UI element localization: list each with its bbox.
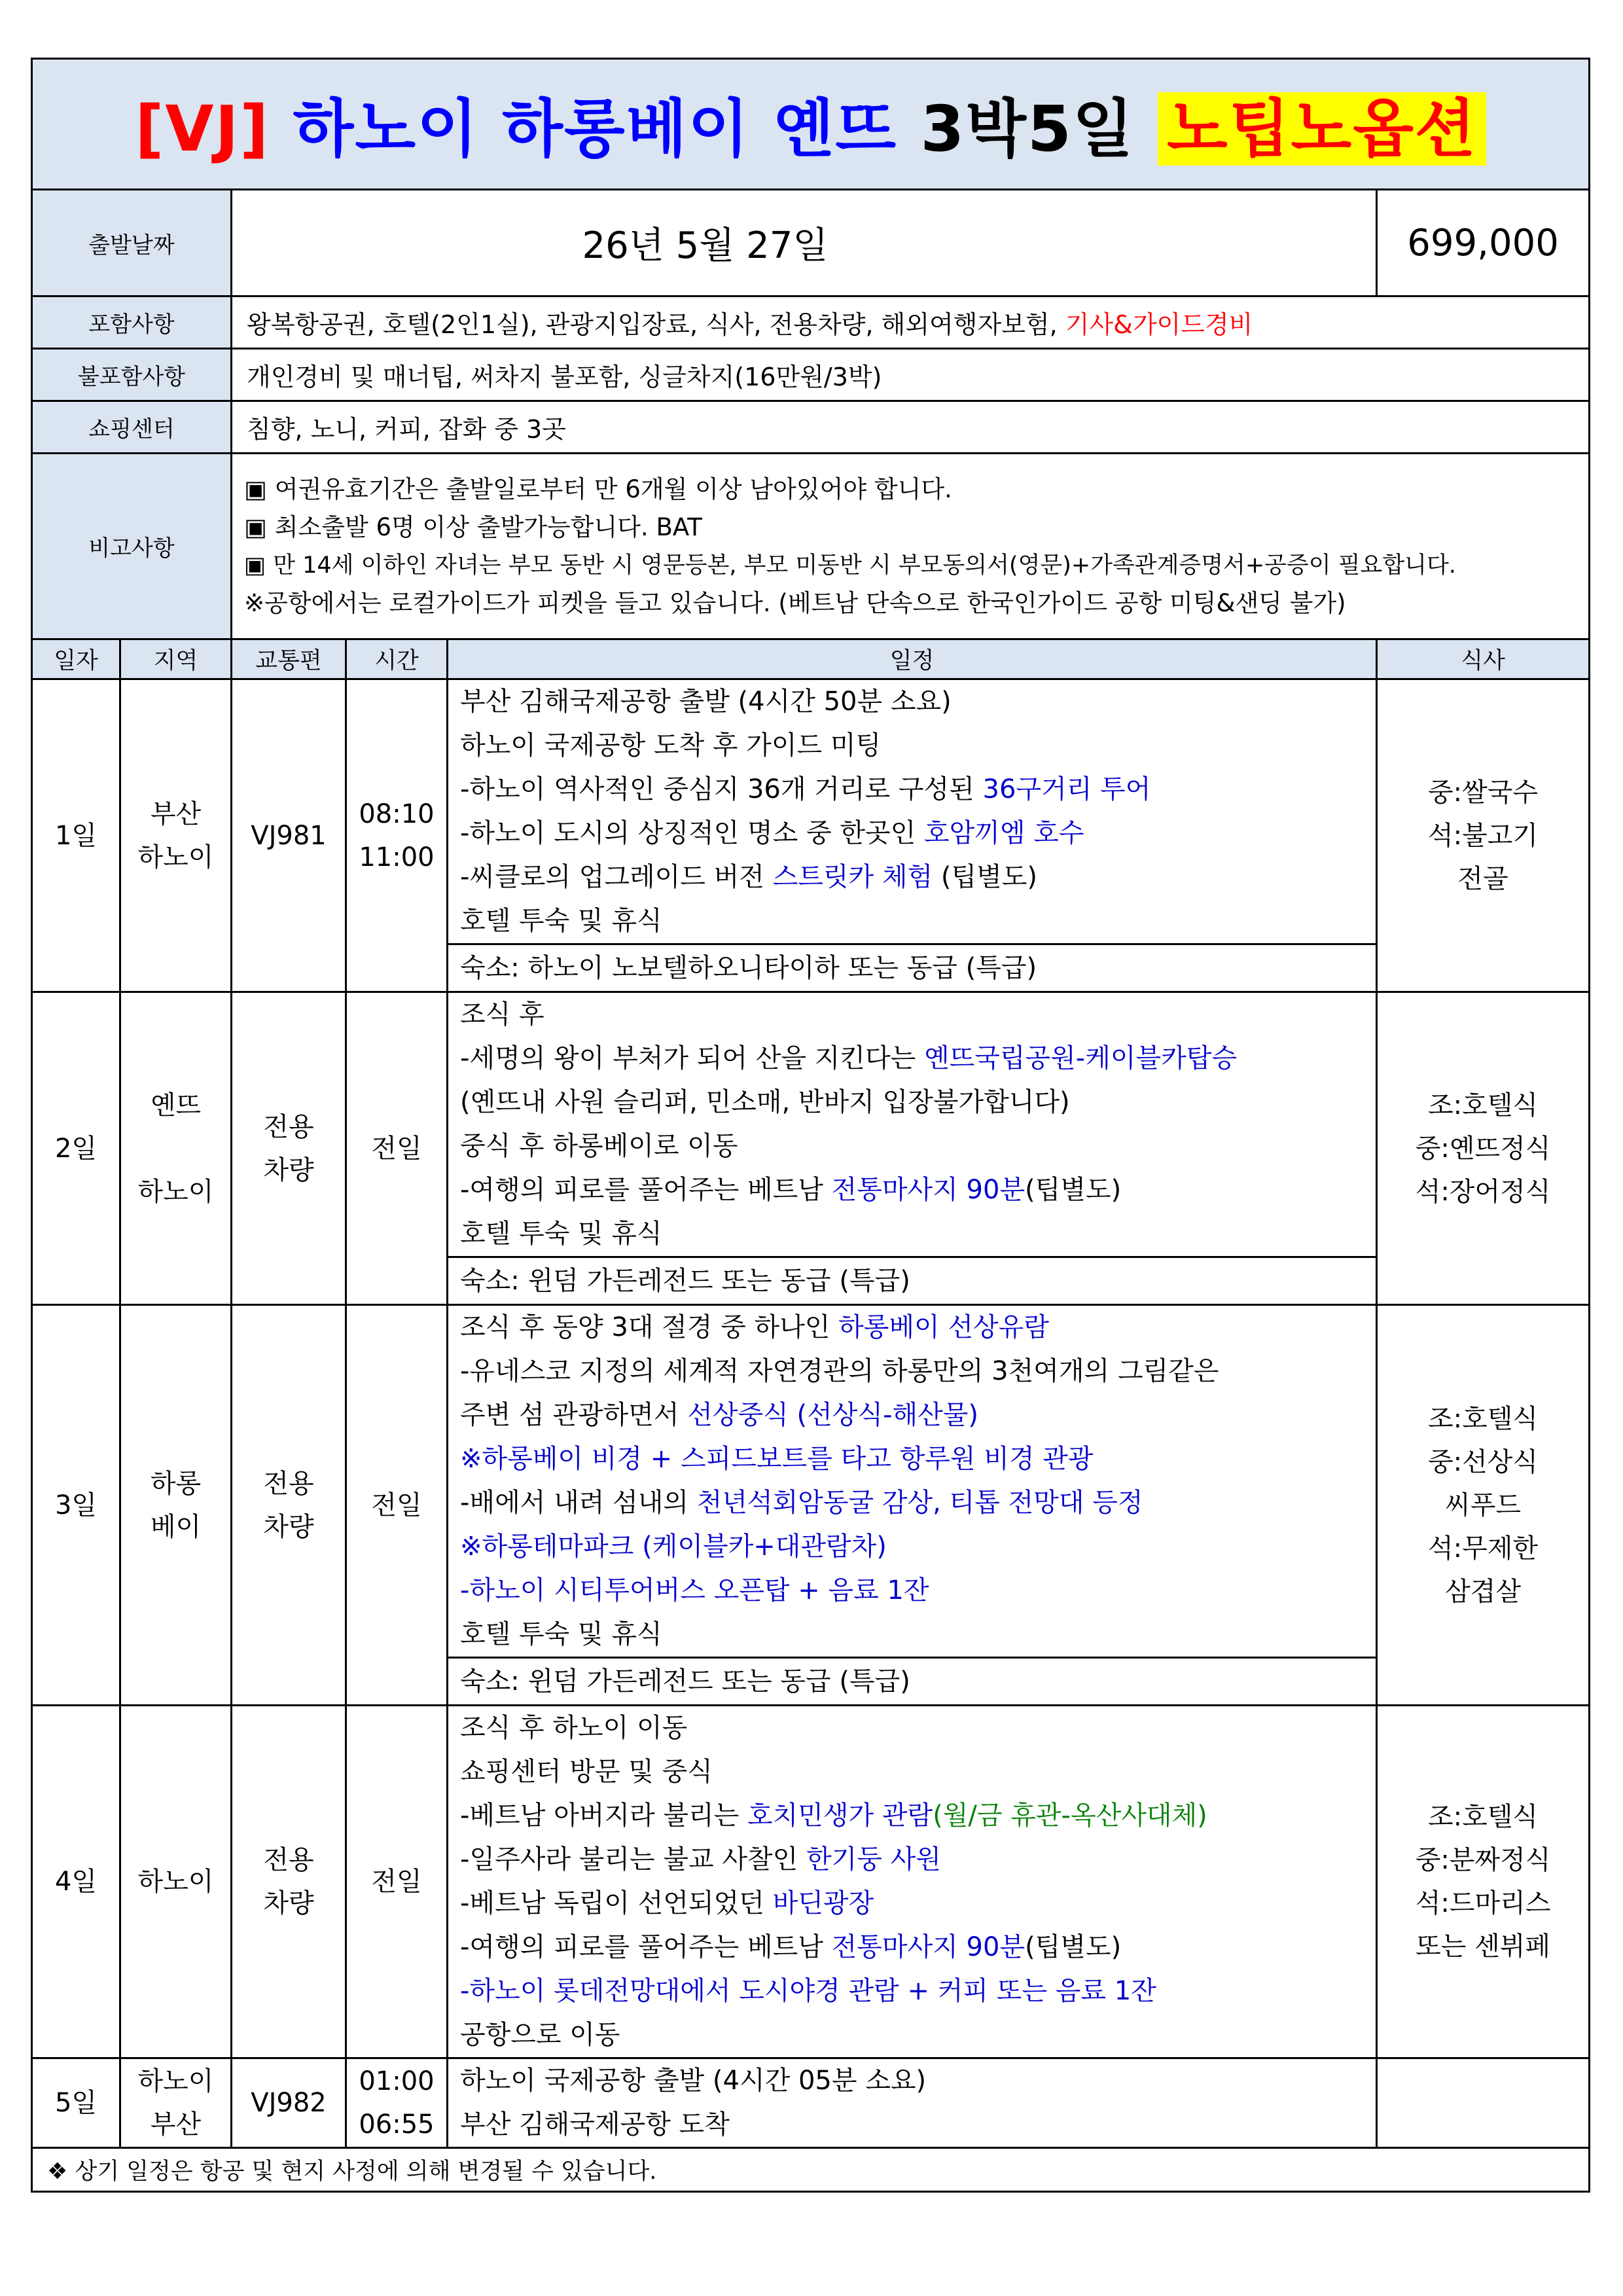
itinerary-highlight: -하노이 시티투어버스 오픈탑 + 음료 1잔 [460,1575,929,1605]
meal-line: 전골 [1457,863,1508,894]
day-meals [1377,992,1590,1305]
region-line: 하롱 [150,1468,202,1499]
header-itinerary: 일정 [448,639,1377,679]
meal-line: 중:옌뜨정식 [1415,1133,1551,1164]
meal-line: 조:호텔식 [1428,1090,1539,1121]
meal-line: 석:장어정식 [1415,1176,1551,1207]
transport-line: 차량 [263,1511,314,1542]
meal-line: 석:드마리스 [1415,1888,1551,1918]
itinerary-text: 조식 후 [460,999,544,1030]
transport-line: 차량 [263,1888,314,1918]
itinerary-highlight: 선상중식 (선상식-해산물) [687,1400,979,1430]
time-line: 전일 [371,1490,422,1520]
time-line: 전일 [371,1867,422,1897]
itinerary-line [448,1525,1376,1569]
transport-line: 전용 [263,1468,314,1499]
day-meals [1377,2058,1590,2148]
excluded-row [32,349,1590,401]
departure-price: 699,000 [1377,190,1590,296]
schedule-day-row [32,1305,1590,1658]
day-region [120,1305,232,1706]
itinerary-highlight: 스트릿카 체험 [772,862,933,892]
itinerary-highlight: 천년석회암동굴 감상, 티톱 전망대 등정 [696,1488,1143,1518]
day-label: 1일 [32,679,120,992]
footer-row [32,2148,1590,2192]
itinerary-line [448,724,1376,768]
day-time [346,992,448,1305]
meal-line: 씨푸드 [1445,1490,1521,1520]
departure-date [232,190,1377,296]
itinerary-line [448,855,1376,899]
transport-line: 전용 [263,1845,314,1875]
itinerary-text: 하노이 국제공항 도착 후 가이드 미팅 [460,730,882,761]
itinerary-text: 중식 후 하롱베이로 이동 [460,1131,738,1161]
lodging-info: 숙소: 하노이 노보텔하오니타이하 또는 동급 (특급) [448,944,1377,992]
meal-line: 또는 센뷔페 [1416,1931,1550,1962]
day-transport [232,679,346,992]
itinerary-line [448,2059,1376,2103]
region-line [121,1127,230,1170]
title-code: [VJ] [135,92,270,166]
included-text-red: 기사&가이드경비 [1065,310,1253,339]
remarks-row [32,454,1590,639]
itinerary-text: 쇼핑센터 방문 및 중식 [460,1757,713,1787]
time-line: 11:00 [359,842,435,872]
day-label: 5일 [32,2058,120,2148]
header-day: 일자 [32,639,120,679]
itinerary-line [448,1750,1376,1794]
itinerary-line [448,899,1376,943]
day-time [346,679,448,992]
meal-line: 조:호텔식 [1428,1403,1539,1434]
itinerary-line [448,1168,1376,1212]
departure-row [32,190,1590,296]
lodging-info: 숙소: 윈덤 가든레전드 또는 동급 (특급) [448,1257,1377,1305]
title-main: 하노이 하롱베이 옌뜨 [293,92,898,166]
remark-line: ▣ 여권유효기간은 출발일로부터 만 6개월 이상 남아있어야 합니다. [244,475,952,503]
transport-line: 차량 [263,1155,314,1185]
day-region [120,2058,232,2148]
lodging-info: 숙소: 윈덤 가든레전드 또는 동급 (특급) [448,1658,1377,1706]
shopping-label: 쇼핑센터 [32,401,232,454]
itinerary-line [448,812,1376,855]
time-line: 전일 [371,1133,422,1164]
day-region [120,679,232,992]
region-line: 하노이 [137,1176,214,1207]
time-line: 08:10 [359,798,435,829]
tour-document [31,58,1588,2193]
itinerary-text: -씨클로의 업그레이드 버전 [460,862,773,892]
region-line: 하노이 [137,842,214,872]
region-line: 부산 [150,2109,202,2140]
transport-line: VJ981 [251,820,327,851]
included-value [232,296,1590,349]
meal-line: 석:무제한 [1428,1533,1539,1564]
footer-note: ❖ 상기 일정은 항공 및 현지 사정에 의해 변경될 수 있습니다. [32,2148,1590,2192]
itinerary-highlight: 하롱베이 선상유람 [838,1312,1049,1342]
day-transport [232,1706,346,2058]
included-row [32,296,1590,349]
itinerary-line [448,1350,1376,1393]
schedule-header-row [32,639,1590,679]
itinerary-text: -베트남 아버지라 불리는 [460,1801,747,1831]
remark-line: ▣ 만 14세 이하인 자녀는 부모 동반 시 영문등본, 부모 미동반 시 부모동의서(영문)+가족관계증명서+공증이 필요합니다. [244,552,1456,579]
remarks-label: 비고사항 [32,454,232,639]
day-itinerary [448,2058,1377,2148]
itinerary-text: 공항으로 이동 [460,2020,620,2050]
itinerary-text: -세명의 왕이 부처가 되어 산을 지킨다는 [460,1043,924,1073]
itinerary-line [448,1838,1376,1882]
meal-line: 조:호텔식 [1428,1802,1539,1832]
itinerary-highlight: 전통마사지 90분 [831,1932,1026,1962]
itinerary-line [448,1613,1376,1657]
schedule-day-row [32,2058,1590,2148]
day-region [120,992,232,1305]
day-region [120,1706,232,2058]
itinerary-line [448,1794,1376,1838]
remarks-notes [232,454,1590,639]
included-text: 왕복항공권, 호텔(2인1실), 관광지입장료, 식사, 전용차량, 해외여행자보험, [247,310,1058,339]
header-time: 시간 [346,639,448,679]
title-row [32,59,1590,190]
day-label: 3일 [32,1305,120,1706]
day-meals [1377,679,1590,992]
itinerary-line [448,768,1376,812]
itinerary-text: 주변 섬 관광하면서 [460,1400,688,1430]
itinerary-line [448,993,1376,1037]
day-label: 2일 [32,992,120,1305]
time-line: 01:00 [359,2066,435,2096]
region-line: 하노이 [137,1867,214,1897]
itinerary-line [448,1569,1376,1613]
itinerary-line [448,1882,1376,1926]
schedule-day-row [32,1706,1590,2058]
itinerary-line [448,1306,1376,1350]
day-meals [1377,1305,1590,1706]
title-duration: 3박5일 [920,92,1135,166]
itinerary-text: -일주사라 불리는 불교 사찰인 [460,1844,806,1874]
itinerary-line [448,1437,1376,1481]
itinerary-highlight: -하노이 롯데전망대에서 도시야경 관람 + 커피 또는 음료 1잔 [460,1976,1156,2006]
remark-line: ※공항에서는 로컬가이드가 피켓을 들고 있습니다. (베트남 단속으로 한국인가이드 공항 미팅&샌딩 불가) [244,588,1346,617]
itinerary-text: -여행의 피로를 풀어주는 베트남 [460,1932,832,1962]
itinerary-line [448,1969,1376,2013]
day-time [346,1305,448,1706]
itinerary-line [448,1393,1376,1437]
day-itinerary [448,992,1377,1257]
itinerary-text: -베트남 독립이 선언되었던 [460,1888,773,1918]
tour-table [31,58,1590,2193]
itinerary-highlight: 옌뜨국립공원-케이블카탑승 [923,1043,1238,1073]
itinerary-text: 호텔 투숙 및 휴식 [460,1219,662,1249]
day-transport [232,992,346,1305]
excluded-text: 개인경비 및 매너팁, 써차지 불포함, 싱글차지(16만원/3박) [232,349,1590,401]
meal-line: 중:분짜정식 [1415,1845,1551,1875]
itinerary-text: 조식 후 하노이 이동 [460,1713,688,1743]
meal-line: 중:선상식 [1428,1446,1539,1477]
day-time [346,2058,448,2148]
itinerary-line [448,1124,1376,1168]
departure-date-value: 26년 5월 27일 [582,224,829,267]
schedule-day-row [32,679,1590,944]
day-label: 4일 [32,1706,120,2058]
shopping-text: 침향, 노니, 커피, 잡화 중 3곳 [232,401,1590,454]
day-itinerary [448,679,1377,944]
itinerary-extra: (팁별도) [933,862,1038,892]
itinerary-line [448,2103,1376,2147]
itinerary-text: -유네스코 지정의 세계적 자연경관의 하롱만의 3천여개의 그림같은 [460,1356,1219,1386]
itinerary-text: -하노이 도시의 상징적인 명소 중 한곳인 [460,818,924,848]
itinerary-highlight: ※하롱베이 비경 + 스피드보트를 타고 항루원 비경 관광 [460,1444,1094,1474]
itinerary-line [448,1926,1376,1969]
day-transport [232,2058,346,2148]
departure-label: 출발날짜 [32,190,232,296]
itinerary-note: (월/금 휴관-옥산사대체) [933,1801,1207,1831]
itinerary-highlight: 전통마사지 90분 [831,1175,1026,1205]
remark-line: ▣ 최소출발 6명 이상 출발가능합니다. BAT [244,512,702,541]
itinerary-text: -여행의 피로를 풀어주는 베트남 [460,1175,832,1205]
itinerary-text: 부산 김해국제공항 출발 (4시간 50분 소요) [460,687,952,717]
page-title [32,59,1590,190]
itinerary-extra: (팁별도) [1025,1175,1122,1205]
time-line: 06:55 [359,2109,435,2140]
region-line: 옌뜨 [150,1090,202,1121]
itinerary-highlight: 호치민생가 관람 [747,1801,933,1831]
region-line: 하노이 [137,2066,214,2096]
meal-line: 중:쌀국수 [1428,777,1539,808]
itinerary-text: -하노이 역사적인 중심지 36개 거리로 구성된 [460,774,983,804]
itinerary-text: 조식 후 동양 3대 절경 중 하나인 [460,1312,839,1342]
itinerary-line [448,2013,1376,2057]
day-itinerary [448,1305,1377,1658]
itinerary-line [448,680,1376,724]
itinerary-highlight: 한기둥 사원 [806,1844,941,1874]
itinerary-highlight: ※하롱테마파크 (케이블카+대관람차) [460,1532,887,1562]
title-highlight: 노팁노옵션 [1158,92,1486,166]
included-label: 포함사항 [32,296,232,349]
day-itinerary [448,1706,1377,2058]
itinerary-text: (옌뜨내 사원 슬리퍼, 민소매, 반바지 입장불가합니다) [460,1087,1070,1117]
header-region: 지역 [120,639,232,679]
itinerary-line [448,1212,1376,1256]
itinerary-highlight: 호암끼엠 호수 [923,818,1084,848]
meal-line: 석:불고기 [1428,820,1539,851]
header-transport: 교통편 [232,639,346,679]
excluded-label: 불포함사항 [32,349,232,401]
itinerary-extra: (팁별도) [1025,1932,1122,1962]
itinerary-line [448,1706,1376,1750]
itinerary-text: 호텔 투숙 및 휴식 [460,906,662,936]
shopping-row [32,401,1590,454]
meal-line: 삼겹살 [1445,1576,1521,1607]
region-line: 베이 [150,1511,202,1542]
day-transport [232,1305,346,1706]
itinerary-text: 부산 김해국제공항 도착 [460,2109,730,2140]
itinerary-line [448,1037,1376,1081]
itinerary-text: 호텔 투숙 및 휴식 [460,1619,662,1649]
itinerary-highlight: 36구거리 투어 [982,774,1151,804]
itinerary-text: 하노이 국제공항 출발 (4시간 05분 소요) [460,2066,927,2096]
transport-line: VJ982 [251,2088,327,2118]
itinerary-text: -배에서 내려 섬내의 [460,1488,697,1518]
itinerary-highlight: 바딘광장 [772,1888,874,1918]
header-meals: 식사 [1377,639,1590,679]
itinerary-line [448,1081,1376,1124]
region-line: 부산 [150,798,202,829]
schedule-day-row [32,992,1590,1257]
itinerary-line [448,1481,1376,1525]
day-meals [1377,1706,1590,2058]
transport-line: 전용 [263,1111,314,1142]
day-time [346,1706,448,2058]
